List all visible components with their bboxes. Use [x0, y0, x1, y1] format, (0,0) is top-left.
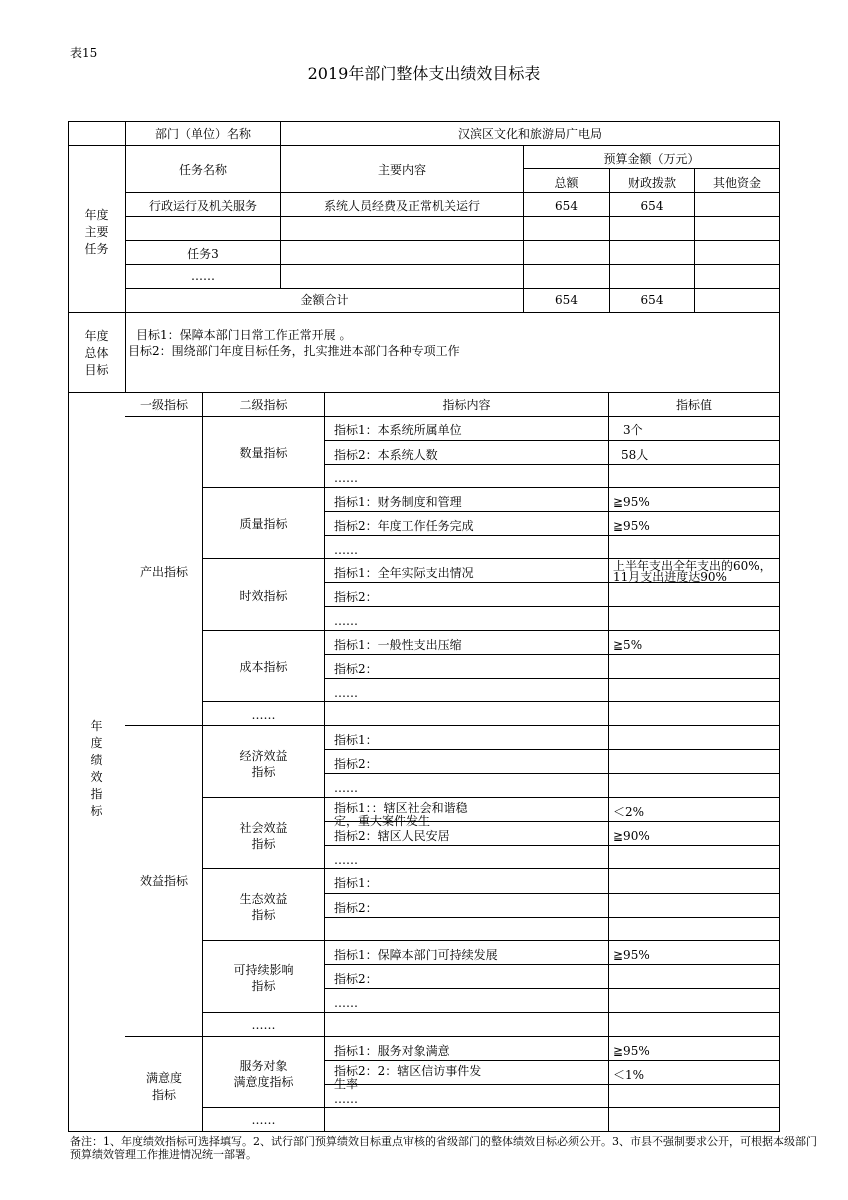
grid-line — [324, 845, 780, 846]
indicator-value: 3个 — [623, 423, 643, 437]
quantity-indicators-label: 数量指标 — [239, 446, 288, 460]
grid-line — [125, 216, 780, 217]
indicator-content: …… — [334, 853, 358, 867]
total-header: 总额 — [554, 176, 579, 190]
grid-line — [125, 725, 780, 726]
dept-label: 部门（单位）名称 — [154, 127, 251, 141]
timeliness-indicators-label: 时效指标 — [239, 589, 288, 603]
indicator-value: ＜1% — [613, 1068, 645, 1082]
grid-line — [125, 192, 780, 193]
grid-line — [125, 416, 780, 417]
grid-line — [125, 1036, 780, 1037]
social-indicators-label: 社会效益 指标 — [239, 821, 288, 851]
indicator-content: …… — [334, 781, 358, 795]
satisfaction-etc: …… — [251, 1113, 276, 1127]
value-col-header: 指标值 — [675, 398, 712, 412]
benefit-etc: …… — [251, 1018, 276, 1032]
grid-line — [68, 145, 780, 146]
indicator-content: 指标2：年度工作任务完成 — [334, 519, 474, 533]
goal-line-1: 目标1：保障本部门日常工作正常开展 。 — [136, 328, 352, 342]
overall-goal-side-label: 年度 总体 目标 — [84, 329, 109, 377]
output-indicators-label: 产出指标 — [139, 565, 188, 579]
grid-line — [68, 121, 69, 1132]
task-name-header: 任务名称 — [178, 163, 227, 177]
grid-line — [202, 797, 780, 798]
grid-line — [324, 606, 780, 607]
grid-line — [324, 988, 780, 989]
grid-line — [324, 773, 780, 774]
indicator-content: 指标2： — [334, 590, 378, 604]
indicator-value: ≧90% — [613, 829, 650, 843]
cost-indicators-label: 成本指标 — [239, 660, 288, 674]
task-name: …… — [191, 269, 215, 283]
economic-indicators-label: 经济效益 指标 — [239, 749, 288, 779]
indicator-value: ≧5% — [613, 638, 643, 652]
grid-line — [125, 264, 780, 265]
task-total: 654 — [555, 199, 578, 213]
indicator-content: …… — [334, 614, 358, 628]
budget-header: 预算金额（万元） — [603, 152, 700, 166]
indicator-content: 指标2：辖区人民安居 — [334, 829, 450, 843]
grid-line — [324, 535, 780, 536]
grid-line — [202, 1012, 780, 1013]
grid-line — [202, 701, 780, 702]
grid-line — [68, 1131, 780, 1132]
grid-line — [324, 440, 780, 441]
grid-line — [324, 917, 780, 918]
content-col-header: 指标内容 — [442, 398, 491, 412]
task-name: 任务3 — [187, 247, 219, 261]
sum-label: 金额合计 — [300, 293, 349, 307]
content-header: 主要内容 — [377, 163, 426, 177]
indicator-content: 指标2：本系统人数 — [334, 448, 438, 462]
service-satisfaction-label: 服务对象 满意度指标 — [233, 1059, 294, 1089]
quality-indicators-label: 质量指标 — [239, 517, 288, 531]
l1-header: 一级指标 — [139, 398, 188, 412]
ecological-indicators-label: 生态效益 指标 — [239, 892, 288, 922]
grid-line — [68, 121, 780, 122]
grid-line — [324, 654, 780, 655]
grid-line — [524, 168, 780, 169]
grid-line — [324, 749, 780, 750]
indicator-content: …… — [334, 543, 358, 557]
sustainable-indicators-label: 可持续影响 指标 — [233, 963, 294, 993]
indicator-content: …… — [334, 686, 358, 700]
indicator-content: 指标2： — [334, 901, 378, 915]
grid-line — [202, 868, 780, 869]
annual-tasks-side-label: 年度 主要 任务 — [84, 208, 109, 256]
task-content: 系统人员经费及正常机关运行 — [323, 199, 480, 213]
grid-line — [125, 288, 780, 289]
indicator-value: ≧95% — [613, 495, 650, 509]
indicator-content: 指标1：保障本部门可持续发展 — [334, 948, 498, 962]
footnote-line-1: 备注：1、年度绩效指标可选择填写。2、试行部门预算绩效目标重点审核的省级部门的整体绩效目标必须公开。3、市县不强制要求公开，可根据本级部门 — [70, 1135, 817, 1148]
grid-line — [68, 312, 780, 313]
grid-line — [202, 630, 780, 631]
grid-line — [125, 240, 780, 241]
grid-line — [324, 1084, 780, 1085]
page-title: 2019年部门整体支出绩效目标表 — [307, 64, 541, 83]
indicator-content: …… — [334, 1092, 358, 1106]
indicator-content: 指标1：全年实际支出情况 — [334, 566, 474, 580]
sum-fiscal: 654 — [640, 293, 664, 307]
indicator-content: 指标1：财务制度和管理 — [334, 495, 462, 509]
grid-line — [324, 511, 780, 512]
task-name: 行政运行及机关服务 — [148, 199, 257, 213]
indicator-content: 指标2： — [334, 972, 378, 986]
indicator-content: 指标1： — [334, 876, 378, 890]
grid-line — [324, 678, 780, 679]
sum-total: 654 — [555, 293, 578, 307]
other-header: 其他资金 — [712, 176, 761, 190]
indicator-content: 指标2： — [334, 662, 378, 676]
indicator-content: …… — [334, 996, 358, 1010]
benefit-indicators-label: 效益指标 — [139, 874, 188, 888]
indicator-value: ＜2% — [613, 805, 645, 819]
grid-line — [202, 940, 780, 941]
grid-line — [202, 1107, 780, 1108]
grid-line — [608, 392, 609, 1132]
indicator-content: 指标1：：辖区社会和谐稳定，重大案件发生 — [334, 801, 468, 828]
fiscal-header: 财政拨款 — [627, 176, 676, 190]
grid-line — [324, 392, 325, 1132]
indicator-content: 指标2： — [334, 757, 378, 771]
indicators-side-label: 年 度 绩 效 指 标 — [90, 719, 103, 818]
task-fiscal: 654 — [640, 199, 664, 213]
grid-line — [324, 964, 780, 965]
satisfaction-indicators-label: 满意度 指标 — [145, 1071, 182, 1102]
indicator-content: 指标1： — [334, 733, 378, 747]
grid-line — [779, 121, 780, 1132]
dept-value: 汉滨区文化和旅游局广电局 — [457, 127, 602, 141]
indicator-content: 指标1：服务对象满意 — [334, 1044, 450, 1058]
grid-line — [324, 1060, 780, 1061]
indicator-value: ≧95% — [613, 519, 650, 533]
indicator-value: 58人 — [621, 448, 649, 462]
output-etc: …… — [251, 708, 276, 722]
grid-line — [202, 487, 780, 488]
grid-line — [324, 893, 780, 894]
indicator-value: 上半年支出全年支出的60%，11月支出进度达90% — [613, 559, 772, 584]
indicator-content: …… — [334, 471, 358, 485]
grid-line — [523, 145, 524, 313]
l2-header: 二级指标 — [239, 398, 288, 412]
indicator-value: ≧95% — [613, 948, 650, 962]
grid-line — [68, 392, 780, 393]
goal-line-2: 目标2：围绕部门年度目标任务，扎实推进本部门各种专项工作 — [128, 344, 460, 358]
footnote-line-2: 预算绩效管理工作推进情况统一部署。 — [70, 1148, 257, 1161]
indicator-content: 指标2：2：辖区信访事件发生率 — [334, 1064, 482, 1091]
indicator-content: 指标1：一般性支出压缩 — [334, 638, 462, 652]
grid-line — [324, 464, 780, 465]
indicator-value: ≧95% — [613, 1044, 650, 1058]
table-number: 表15 — [70, 46, 98, 60]
indicator-content: 指标1：本系统所属单位 — [334, 423, 462, 437]
